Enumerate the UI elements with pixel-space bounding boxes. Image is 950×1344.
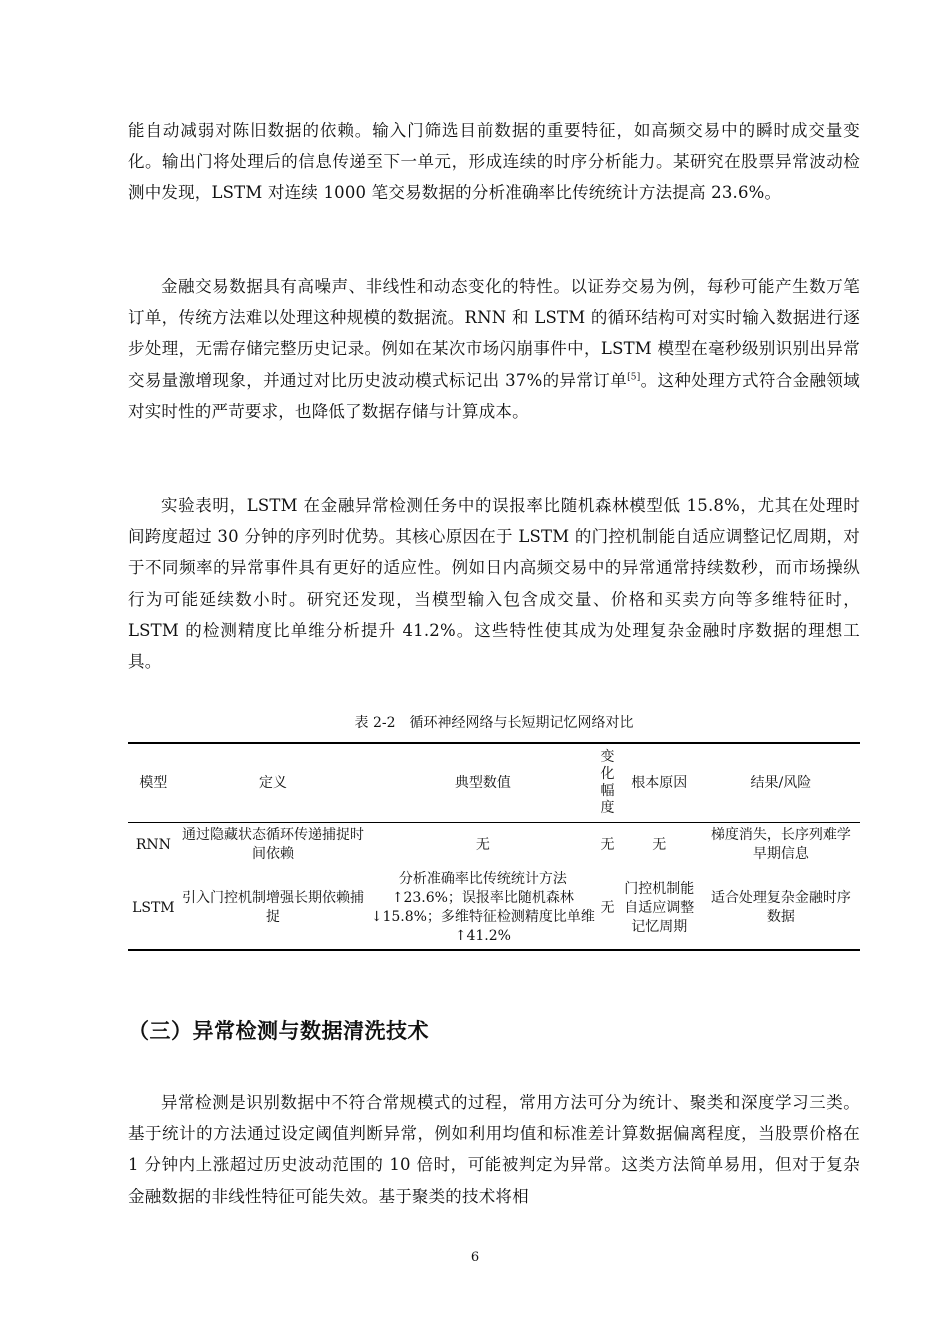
paragraph-2-text-b: 。这种处理方式符合金融领域对实时性的严苛要求，也降低了数据存储与计算成本。	[128, 370, 860, 421]
paragraph-2-text-a: 金融交易数据具有高噪声、非线性和动态变化的特性。以证券交易为例，每秒可能产生数万笔订单，传统方法难以处理这种规模的数据流。RNN 和 LSTM 的循环结构可对实时输入数据进行逐步处理，无需存储完整历史记录。例如在某次市场闪崩事件中，LSTM 模型在毫秒级别识别出异常交易量激增现象，并通过对比历史波动模式标记出 37%的异常订单	[128, 277, 860, 390]
header-root-cause: 根本原因	[631, 774, 688, 791]
page-number: 6	[470, 1250, 480, 1265]
header-model: 模型	[139, 774, 168, 791]
cell-typical-value: 无	[475, 836, 490, 853]
cell-change-magnitude: 无	[600, 836, 615, 853]
table-row	[128, 823, 860, 868]
header-definition: 定义	[258, 774, 287, 791]
body-paragraph-1: 能自动减弱对陈旧数据的依赖。输入门筛选目前数据的重要特征，如高频交易中的瞬时成交量变化。输出门将处理后的信息传递至下一单元，形成连续的时序分析能力。某研究在股票异常波动检测中发现，LSTM 对连续 1000 笔交易数据的分析准确率比传统统计方法提高 23.6%。	[128, 121, 860, 203]
cell-change-magnitude: 无	[600, 899, 615, 916]
header-change-magnitude-text: 变化幅度	[600, 748, 615, 816]
header-change-magnitude	[598, 743, 616, 823]
cell-result-risk: 梯度消失，长序列难学早期信息	[710, 827, 851, 862]
body-paragraph-3: 实验表明，LSTM 在金融异常检测任务中的误报率比随机森林模型低 15.8%，尤其在处理时间跨度超过 30 分钟的序列时优势。其核心原因在于 LSTM 的门控机制能自适应调整记忆周期，对于不同频率的异常事件具有更好的适应性。例如日内高频交易中的异常通常持续数秒，而市场操纵行为可能延续数小时。研究还发现，当模型输入包含成交量、价格和买卖方向等多维特征时，LSTM 的检测精度比单维分析提升 41.2%。这些特性使其成为处理复杂金融时序数据的理想工具。	[128, 496, 860, 672]
cell-result-risk: 适合处理复杂金融时序数据	[710, 890, 851, 925]
cell-model: LSTM	[132, 899, 175, 916]
comparison-table	[128, 742, 860, 951]
body-paragraph-2	[128, 271, 860, 427]
cell-typical-value: 分析准确率比传统统计方法↑23.6%；误报率比随机森林↓15.8%；多维特征检测精度比单维↑41.2%	[370, 871, 595, 944]
cell-root-cause: 门控机制能自适应调整记忆周期	[624, 880, 695, 935]
citation-marker: [5]	[627, 372, 641, 383]
table-header-row	[128, 743, 860, 823]
cell-definition: 引入门控机制增强长期依赖捕捉	[181, 890, 364, 925]
section-heading: （三）异常检测与数据清洗技术	[128, 1019, 429, 1043]
body-paragraph-4: 异常检测是识别数据中不符合常规模式的过程，常用方法可分为统计、聚类和深度学习三类。基于统计的方法通过设定阈值判断异常，例如利用均值和标准差计算数据偏离程度，当股票价格在 1 分钟内上涨超过历史波动范围的 10 倍时，可能被判定为异常。这类方法简单易用，但对于复杂金融数据的非线性特征可能失效。基于聚类的技术将相	[128, 1093, 860, 1206]
header-typical-value: 典型数值	[454, 774, 511, 791]
header-result-risk: 结果/风险	[750, 774, 812, 791]
comparison-table-wrapper	[128, 742, 860, 951]
cell-root-cause: 无	[652, 836, 667, 853]
cell-model: RNN	[135, 836, 171, 853]
table-row	[128, 867, 860, 950]
cell-definition: 通过隐藏状态循环传递捕捉时间依赖	[181, 827, 364, 862]
table-caption: 表 2-2 循环神经网络与长短期记忆网络对比	[354, 715, 634, 731]
